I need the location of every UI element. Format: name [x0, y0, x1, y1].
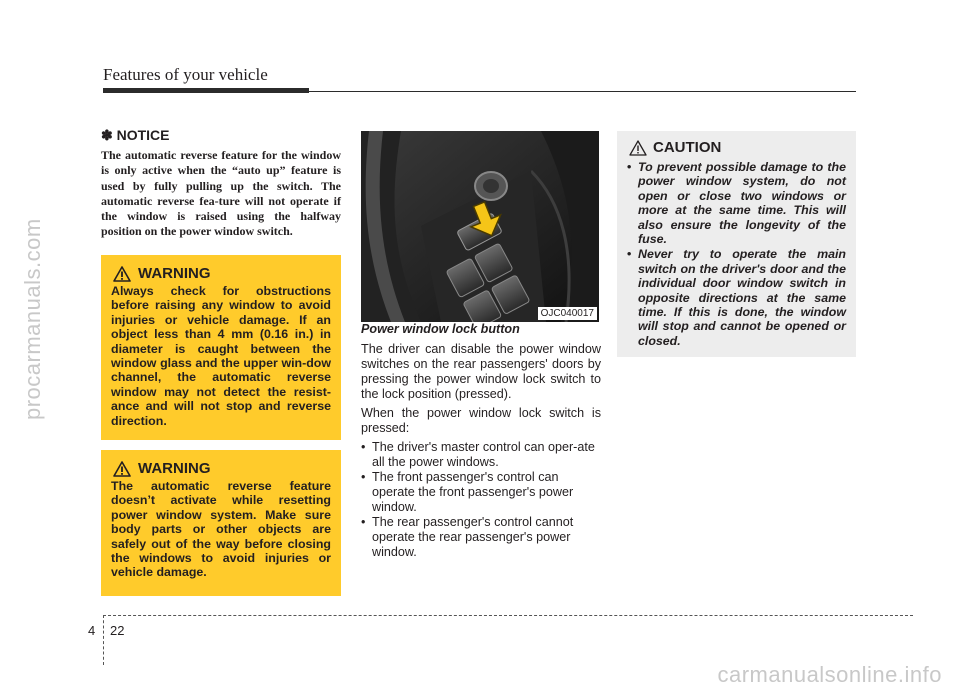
list-item: • To prevent possible damage to the power window system, do not open or close two windows or more at the same time. This will also ensure the longevity of the fuse. — [627, 160, 846, 246]
list-item: • The driver's master control can oper-ate all the power windows. — [361, 440, 601, 470]
warning-title: WARNING — [138, 265, 211, 282]
page-number: 22 — [110, 623, 125, 638]
caution-title: CAUTION — [653, 139, 722, 156]
footer-rule — [103, 615, 913, 616]
notice-heading: ✽ NOTICE — [101, 127, 170, 143]
header-rule — [309, 91, 856, 92]
photo-code-label: OJC040017 — [538, 307, 597, 320]
door-panel-illustration — [361, 131, 599, 322]
caution-header — [629, 139, 846, 156]
warning-header — [111, 460, 331, 477]
list-item: • Never try to operate the main switch on the driver's door and the individual door window switch in opposite directions at the same time. If this is done, the window will stop and cannot be opened or closed. — [627, 247, 846, 348]
warning-box-1 — [101, 255, 341, 440]
notice-section — [101, 127, 341, 240]
warning-header — [111, 265, 331, 282]
header-bar — [103, 88, 309, 93]
photo-caption: Power window lock button — [361, 322, 520, 336]
lock-button-section — [361, 322, 601, 560]
caution-box — [617, 131, 856, 357]
side-watermark: procarmanuals.com — [20, 218, 45, 420]
list-item: • The front passenger's control can operate the front passenger's power window. — [361, 470, 601, 515]
warning-body: Always check for obstructions before raising any window to avoid injuries or vehicle damage. If an object less than 4 mm (0.16 in.) in diameter is caught between the window glass and the upper win-dow channel, the automatic reverse window may not detect the resist-ance and will not stop and reverse direction. — [111, 284, 331, 428]
warning-title: WARNING — [138, 460, 211, 477]
lock-description: The driver can disable the power window switches on the rear passengers' doors by pressing the power window lock switch to the lock position (pressed). — [361, 342, 601, 401]
list-item: • The rear passenger's control cannot operate the rear passenger's power window. — [361, 515, 601, 560]
notice-body: The automatic reverse feature for the window is only active when the “auto up” feature is used by fully pulling up the switch. The automatic reverse fea-ture will not operate if the window is raised using the halfway position on the power window switch. — [101, 148, 341, 239]
warning-body: The automatic reverse feature doesn’t activate while resetting power window system. Make sure body parts or other objects are safely out of the way before closing the windows to avoid injuries or vehicle damage. — [111, 479, 331, 580]
window-switch-photo — [361, 131, 599, 322]
chapter-number: 4 — [88, 623, 96, 638]
warning-box-2 — [101, 450, 341, 596]
warning-triangle-icon — [113, 266, 131, 282]
caution-triangle-icon — [629, 140, 647, 156]
warning-triangle-icon — [113, 461, 131, 477]
footer-divider — [103, 615, 104, 665]
page-header-title: Features of your vehicle — [103, 65, 268, 84]
lock-pressed-intro: When the power window lock switch is pressed: — [361, 406, 601, 435]
bottom-watermark: carmanualsonline.info — [717, 662, 942, 687]
